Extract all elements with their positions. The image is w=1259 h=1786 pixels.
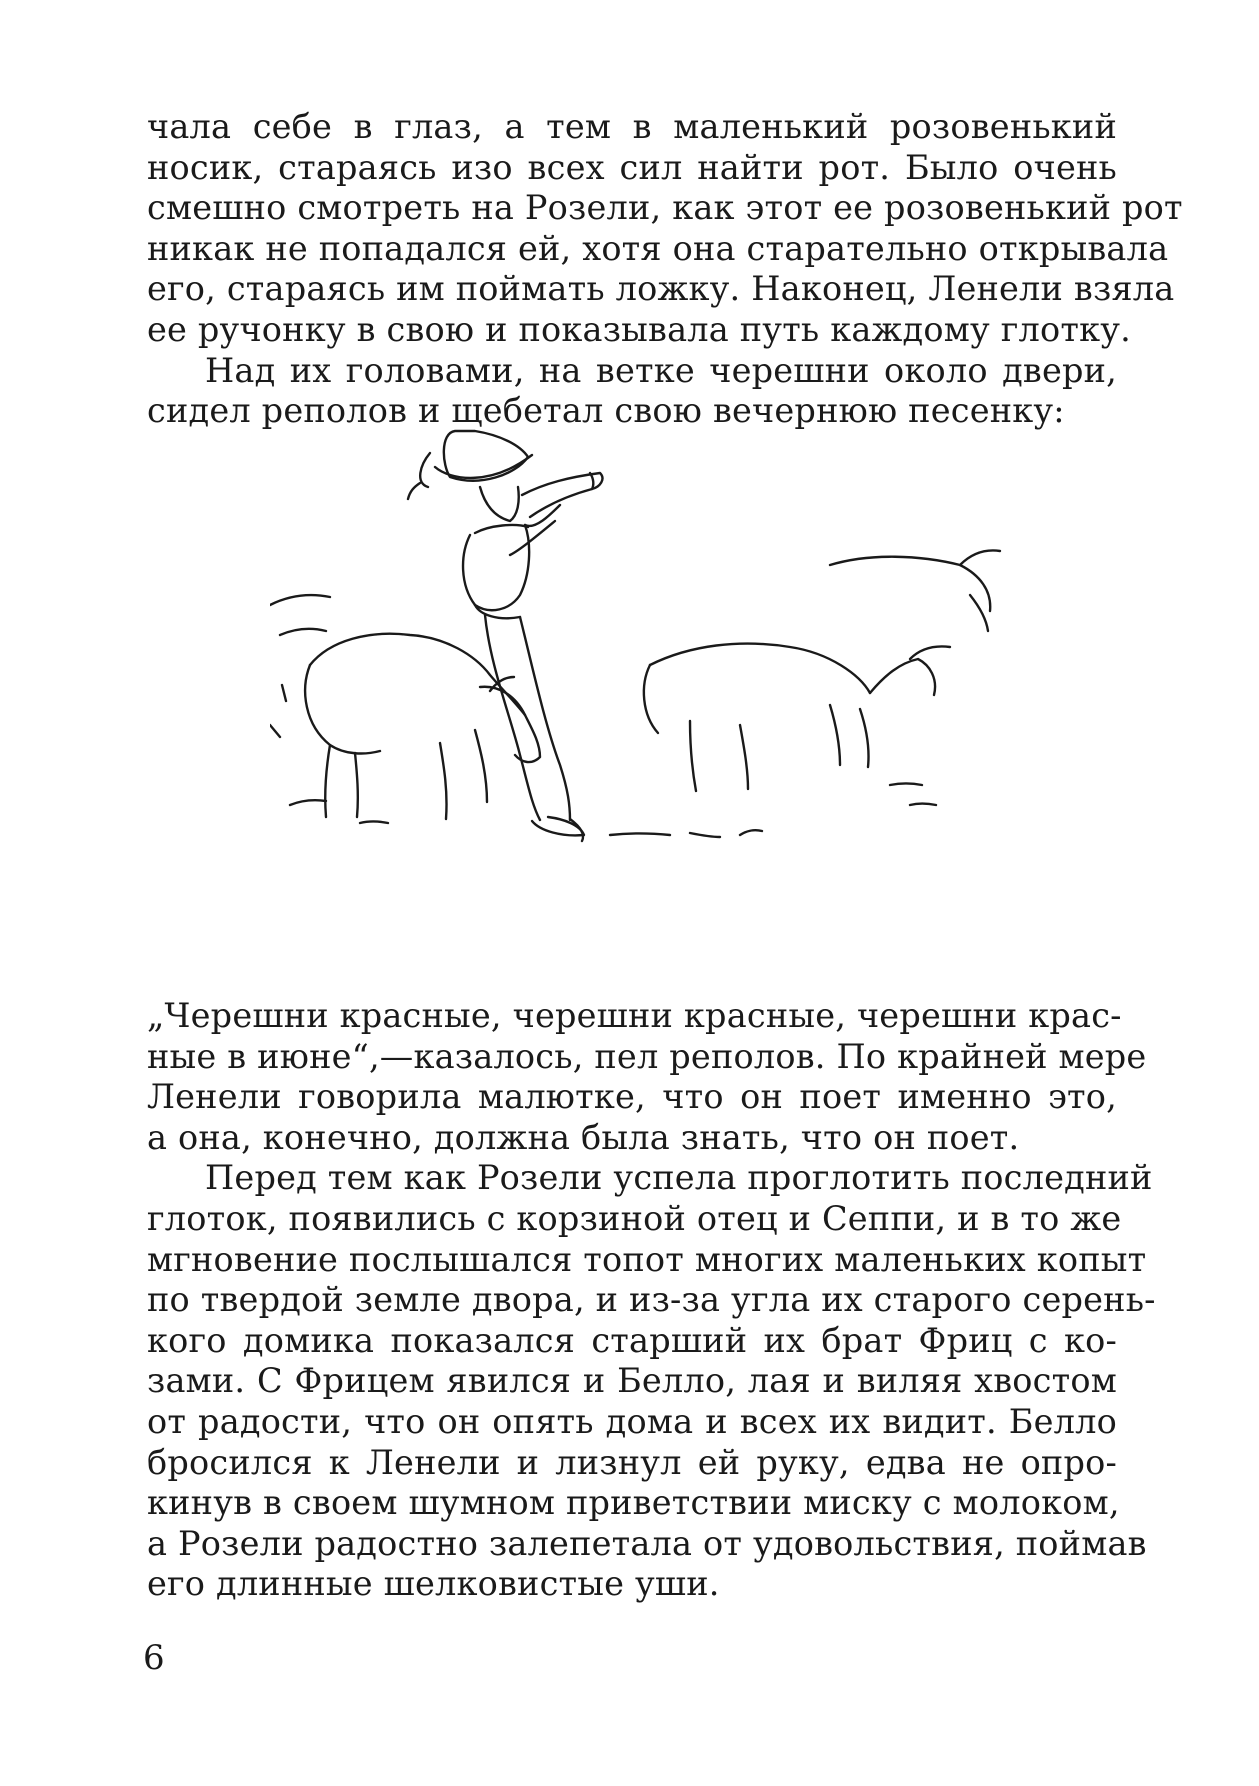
text-block-top xyxy=(147,107,1183,432)
text-line: по твердой земле двора, и из-за угла их старого серень- xyxy=(147,1280,1156,1320)
text-line: его длинные шелковистые уши. xyxy=(147,1564,720,1604)
text-line: его, стараясь им поймать ложку. Наконец, Ленели взяла xyxy=(147,269,1175,309)
text-line: бросился к Ленели и лизнул ей руку, едва не опро- xyxy=(147,1442,1117,1482)
text-line: мгновение послышался топот многих маленьких копыт xyxy=(147,1239,1147,1279)
text-line: глоток, появились с корзиной отец и Сеппи, и в то же xyxy=(147,1198,1122,1238)
text-block-bottom xyxy=(147,996,1156,1605)
text-line: а Розели радостно залепетала от удовольствия, поймав xyxy=(147,1523,1147,1563)
text-line: а она, конечно, должна была знать, что он поет. xyxy=(147,1117,1020,1157)
text-line: носик, стараясь изо всех сил найти рот. Было очень xyxy=(147,147,1117,187)
text-line: от радости, что он опять дома и всех их видит. Белло xyxy=(147,1401,1117,1441)
text-line: кинув в своем шумном приветствии миску с молоком, xyxy=(147,1483,1120,1523)
text-line: Перед тем как Розели успела проглотить последний xyxy=(205,1158,1153,1198)
text-line: зами. С Фрицем явился и Белло, лая и виляя хвостом xyxy=(147,1361,1117,1401)
text-line: никак не попадался ей, хотя она старательно открывала xyxy=(147,228,1169,268)
text-line: Над их головами, на ветке черешни около двери, xyxy=(205,350,1117,390)
text-line: смешно смотреть на Розели, как этот ее розовенький рот xyxy=(147,188,1183,228)
page-number: 6 xyxy=(143,1638,165,1678)
text-line: чала себе в глаз, а тем в маленький розовенький xyxy=(147,107,1117,146)
text-line: сидел реполов и щебетал свою вечернюю песенку: xyxy=(147,391,1065,431)
text-line: ее ручонку в свою и показывала путь каждому глотку. xyxy=(147,309,1131,349)
text-line: Ленели говорила малютке, что он поет именно это, xyxy=(147,1077,1117,1117)
text-line: ные в июне“,—казалось, пел реполов. По крайней мере xyxy=(147,1036,1147,1076)
illustration-goatherd-with-goats xyxy=(270,425,1010,970)
text-line: кого домика показался старший их брат Фриц с ко- xyxy=(147,1320,1117,1360)
text-line: „Черешни красные, черешни красные, черешни крас- xyxy=(147,996,1122,1035)
goatherd-drawing xyxy=(270,425,1010,970)
